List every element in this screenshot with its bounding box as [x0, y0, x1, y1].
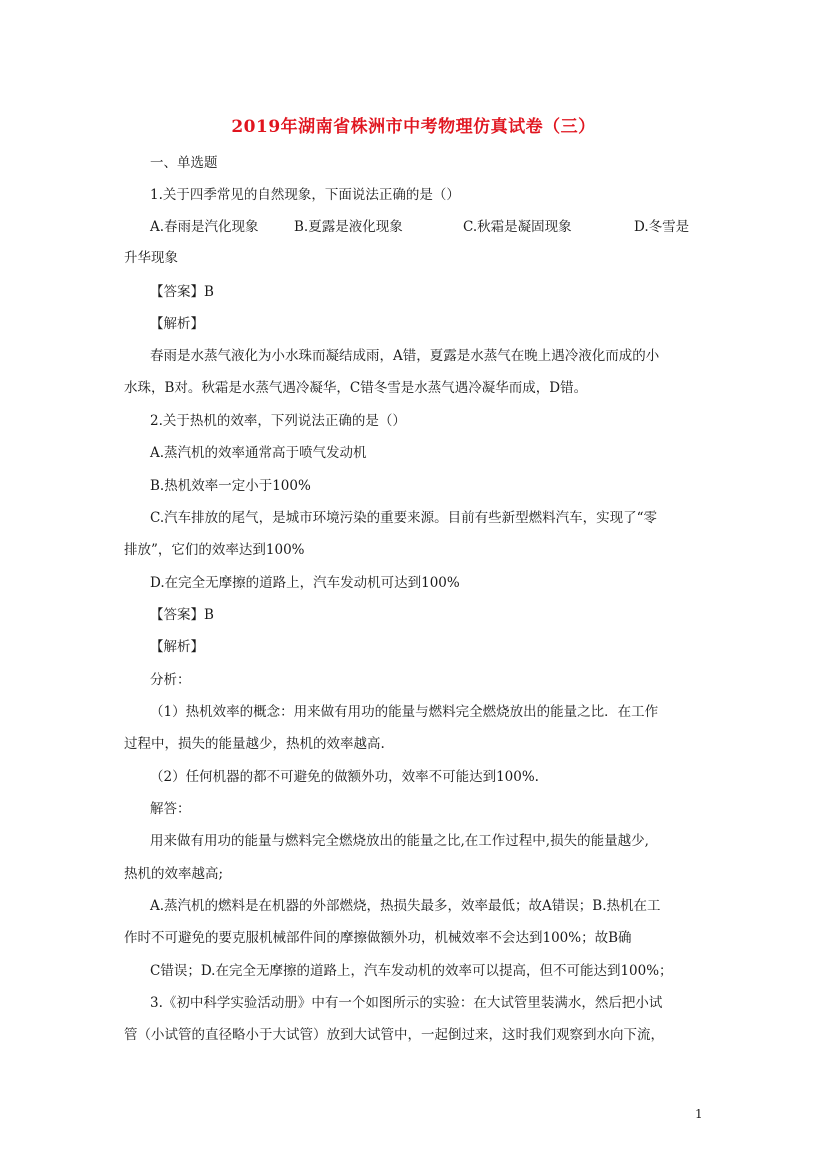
q2-analysis-line: 过程中，损失的能量越少，热机的效率越高.: [124, 736, 385, 752]
q2-option-c-cont: 排放”，它们的效率达到100%: [124, 542, 305, 558]
q2-analysis-label: 【解析】: [150, 639, 204, 655]
q2-stem: 2.关于热机的效率，下列说法正确的是（）: [150, 413, 406, 429]
q1-stem: 1.关于四季常见的自然现象，下面说法正确的是（）: [150, 187, 460, 203]
q1-option-d: D.冬雪是: [634, 219, 690, 235]
q3-stem-line: 管（小试管的直径略小于大试管）放到大试管中，一起倒过来，这时我们观察到水向下流，: [124, 1027, 664, 1043]
page-title: 2019年湖南省株洲市中考物理仿真试卷（三）: [231, 117, 596, 137]
q1-answer: 【答案】B: [150, 284, 214, 300]
section-heading: 一、单选题: [150, 155, 218, 171]
q1-analysis-line: 春雨是水蒸气液化为小水珠而凝结成雨，A错，夏露是水蒸气在晚上遇冷液化而成的小: [150, 348, 660, 364]
q2-option-c: C.汽车排放的尾气，是城市环境污染的重要来源。目前有些新型燃料汽车，实现了“零: [150, 510, 658, 526]
page-number: 1: [695, 1107, 703, 1121]
q2-solution-line: A.蒸汽机的燃料是在机器的外部燃烧，热损失最多，效率最低；故A错误；B.热机在工: [150, 898, 661, 914]
q2-option-a: A.蒸汽机的效率通常高于喷气发动机: [150, 445, 367, 461]
q2-solution-line: 热机的效率越高;: [124, 866, 224, 882]
q2-solution-line: 用来做有用功的能量与燃料完全燃烧放出的能量之比,在工作过程中,损失的能量越少,: [150, 833, 649, 849]
q2-analysis-line: （2）任何机器的都不可避免的做额外功，效率不可能达到100%.: [150, 769, 539, 785]
q2-analysis-line: （1）热机效率的概念：用来做有用功的能量与燃料完全燃烧放出的能量之比．在工作: [150, 704, 659, 720]
q1-option-d-cont: 升华现象: [124, 250, 178, 266]
q2-answer: 【答案】B: [150, 607, 214, 623]
q2-jieda-label: 解答：: [150, 801, 191, 817]
q1-analysis-label: 【解析】: [150, 316, 204, 332]
q2-fenxi-label: 分析：: [150, 672, 191, 688]
q1-option-b: B.夏露是液化现象: [294, 219, 403, 235]
q1-option-c: C.秋霜是凝固现象: [463, 219, 572, 235]
q1-analysis-line: 水珠，B对。秋霜是水蒸气遇冷凝华，C错冬雪是水蒸气遇冷凝华而成，D错。: [124, 380, 588, 396]
q2-solution-line: 作时不可避免的要克服机械部件间的摩擦做额外功，机械效率不会达到100%；故B确: [124, 930, 632, 946]
q1-option-a: A.春雨是汽化现象: [150, 219, 259, 235]
q2-solution-line: C错误；D.在完全无摩擦的道路上，汽车发动机的效率可以提高，但不可能达到100%；: [150, 963, 673, 979]
q2-option-b: B.热机效率一定小于100%: [150, 478, 311, 494]
q3-stem-line: 3.《初中科学实验活动册》中有一个如图所示的实验：在大试管里装满水，然后把小试: [150, 995, 663, 1011]
q2-option-d: D.在完全无摩擦的道路上，汽车发动机可达到100%: [150, 575, 460, 591]
